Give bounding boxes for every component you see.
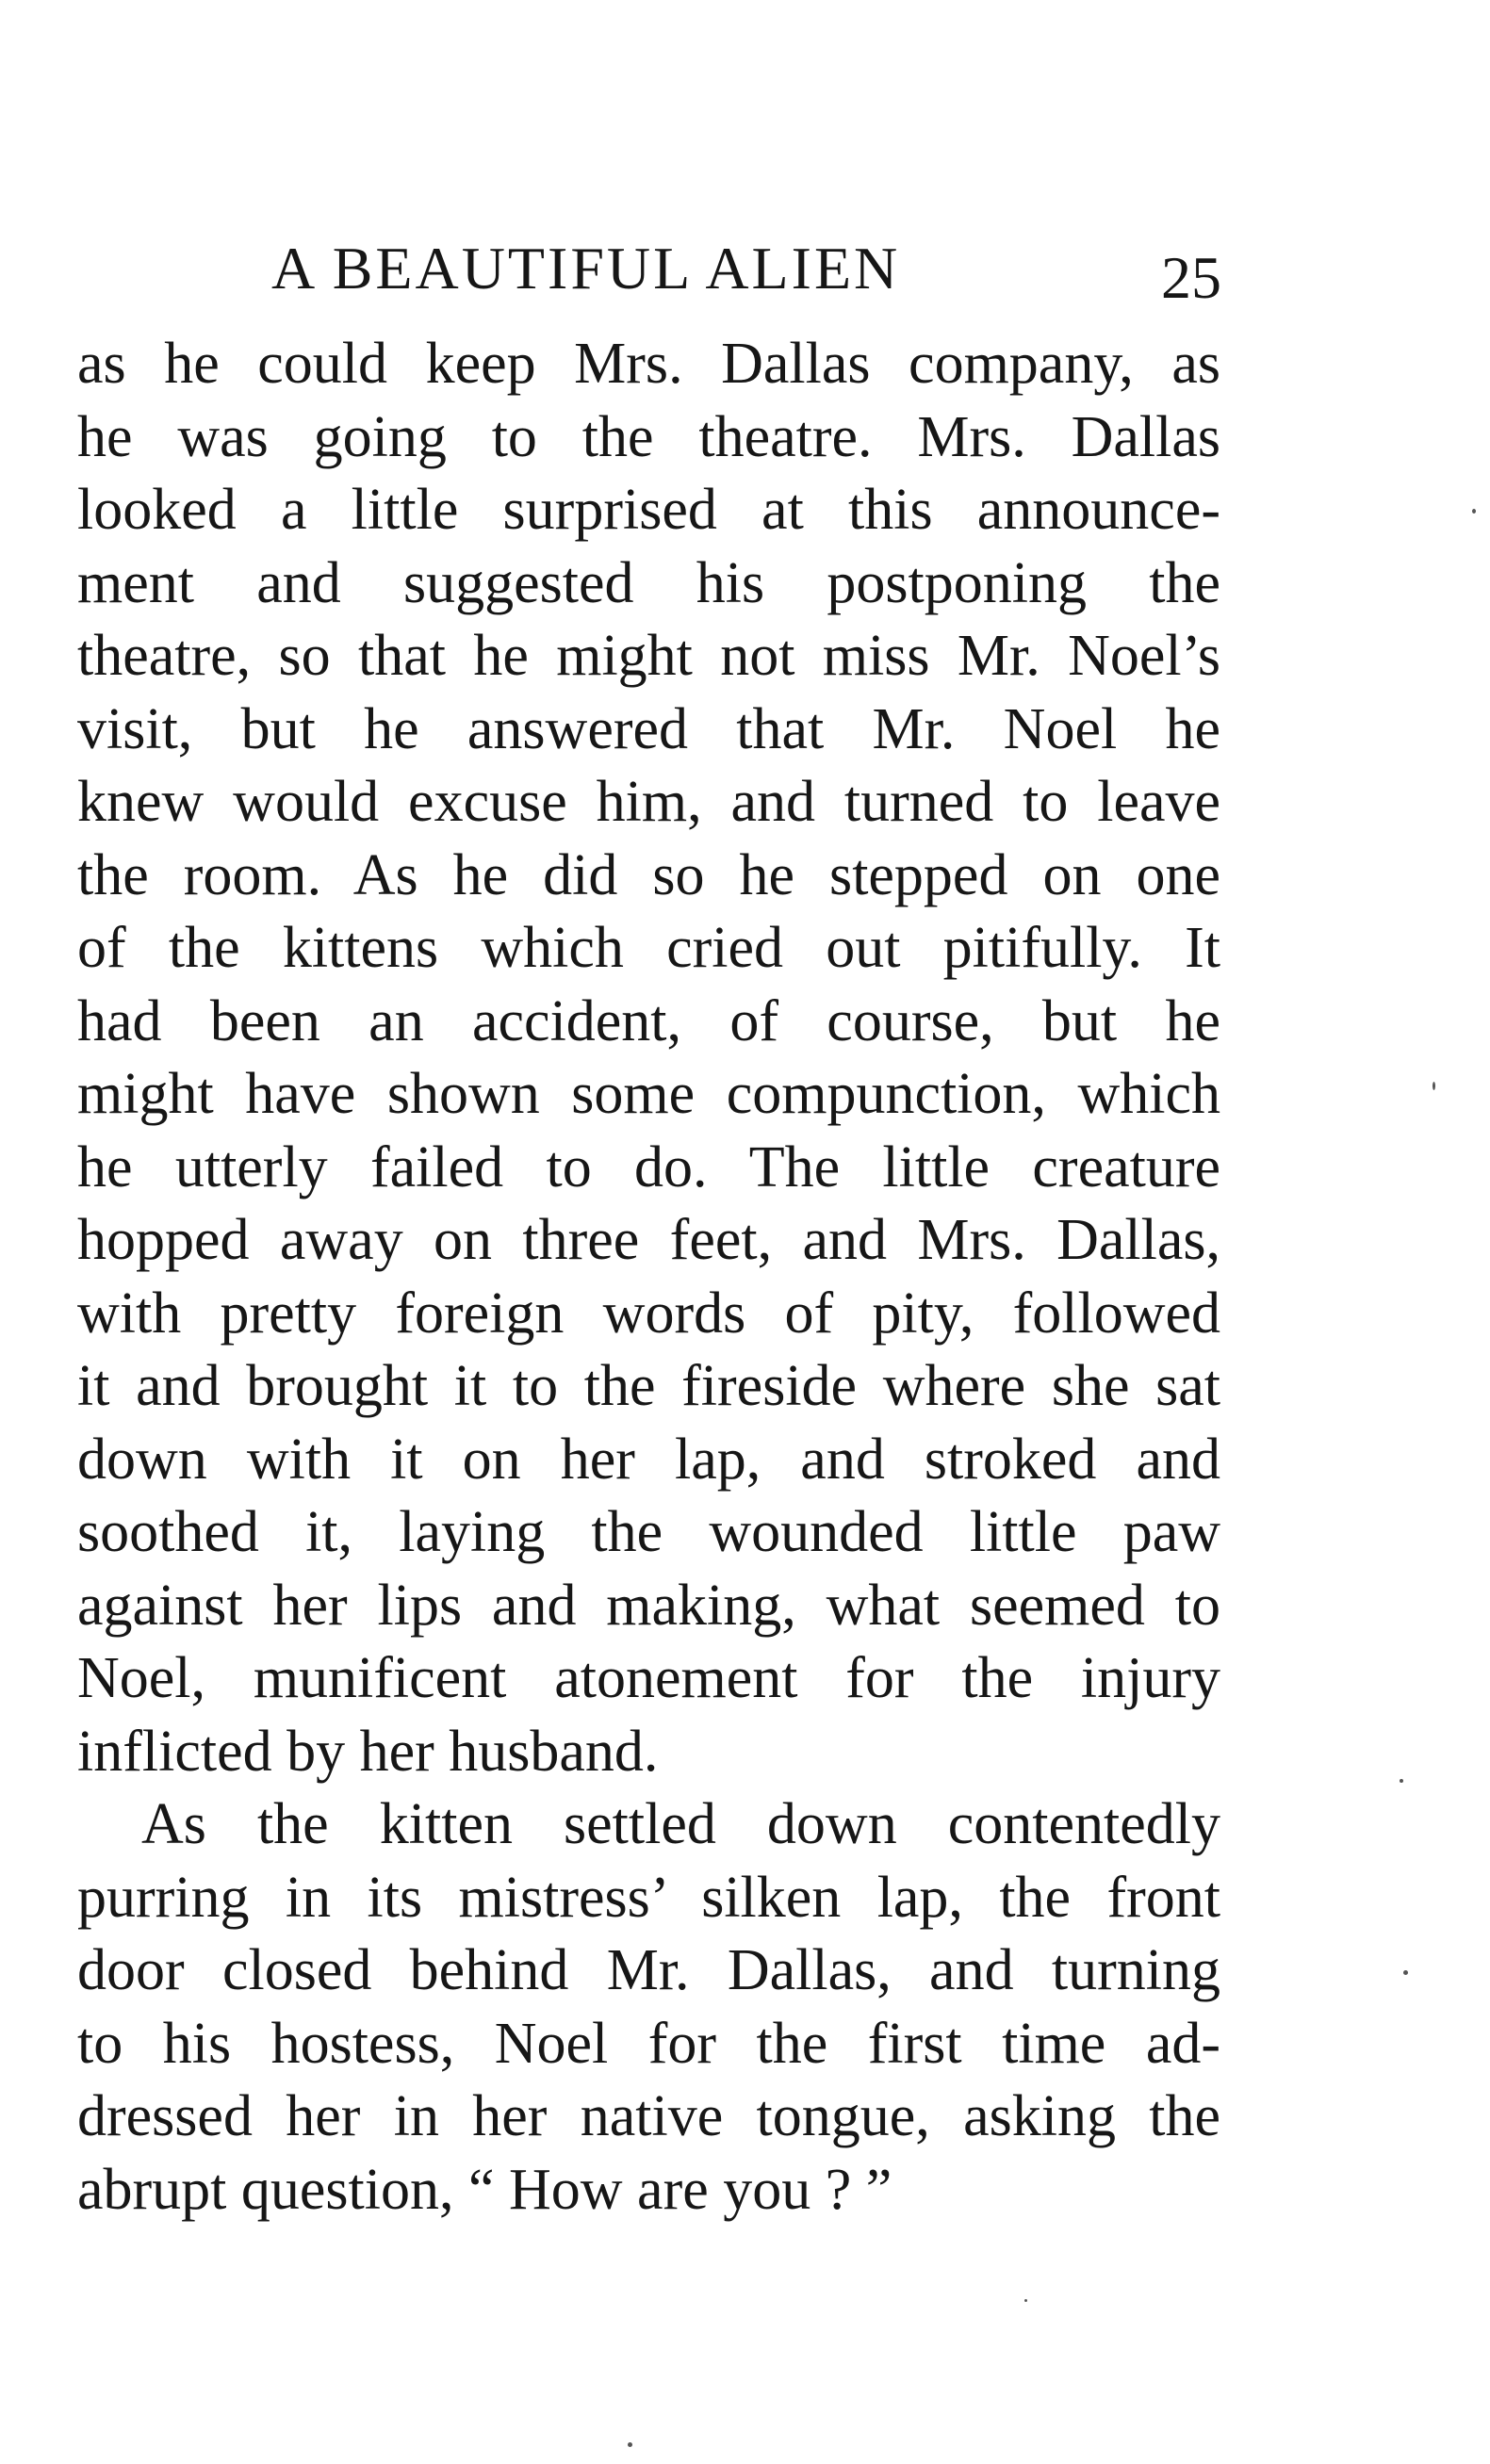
text-line: of the kittens which cried out pitifully. It [77, 916, 1220, 980]
scan-speck [1400, 1779, 1403, 1783]
text-line: as he could keep Mrs. Dallas company, as [77, 332, 1220, 396]
text-line: to his hostess, Noel for the first time ad- [77, 2011, 1220, 2076]
text-line: visit, but he answered that Mr. Noel he [77, 696, 1220, 761]
text-line: the room. As he did so he stepped on one [77, 842, 1220, 907]
text-line: he was going to the theatre. Mrs. Dallas [77, 404, 1220, 469]
text-line: abrupt question, “ How are you ? ” [77, 2157, 892, 2222]
text-line: he utterly failed to do. The little creature [77, 1134, 1220, 1199]
paragraph-2 [77, 1788, 1220, 2227]
text-line: might have shown some compunction, which [77, 1062, 1220, 1126]
scan-speck [1024, 2299, 1027, 2302]
text-line: ment and suggested his postponing the [77, 550, 1220, 615]
scan-speck [1433, 1082, 1435, 1090]
text-line: As the kitten settled down contentedly [141, 1792, 1220, 1856]
text-line: down with it on her lap, and stroked and [77, 1427, 1220, 1492]
text-line: dressed her in her native tongue, asking the [77, 2084, 1220, 2148]
text-line: knew would excuse him, and turned to leave [77, 770, 1220, 834]
page-number: 25 [1161, 244, 1221, 311]
text-line: looked a little surprised at this announce- [77, 478, 1220, 542]
running-title: A BEAUTIFUL ALIEN [271, 235, 901, 302]
scan-speck [1403, 1970, 1408, 1975]
text-line: Noel, munificent atonement for the injury [77, 1646, 1220, 1710]
text-line: purring in its mistress’ silken lap, the front [77, 1865, 1220, 1930]
text-line: door closed behind Mr. Dallas, and turning [77, 1938, 1220, 2002]
text-line: against her lips and making, what seemed to [77, 1573, 1220, 1638]
text-line: had been an accident, of course, but he [77, 988, 1220, 1053]
scan-speck [1472, 509, 1476, 514]
text-line: inflicted by her husband. [77, 1719, 659, 1784]
body-text [77, 328, 1220, 2227]
text-line: it and brought it to the fireside where she sat [77, 1354, 1220, 1418]
text-line: hopped away on three feet, and Mrs. Dallas, [77, 1208, 1220, 1272]
scan-speck [628, 2442, 632, 2447]
text-line: theatre, so that he might not miss Mr. Noel’s [77, 624, 1220, 688]
page-header [271, 226, 1221, 311]
text-line: soothed it, laying the wounded little paw [77, 1500, 1220, 1564]
text-line: with pretty foreign words of pity, followed [77, 1281, 1220, 1346]
paragraph-1 [77, 328, 1220, 1788]
